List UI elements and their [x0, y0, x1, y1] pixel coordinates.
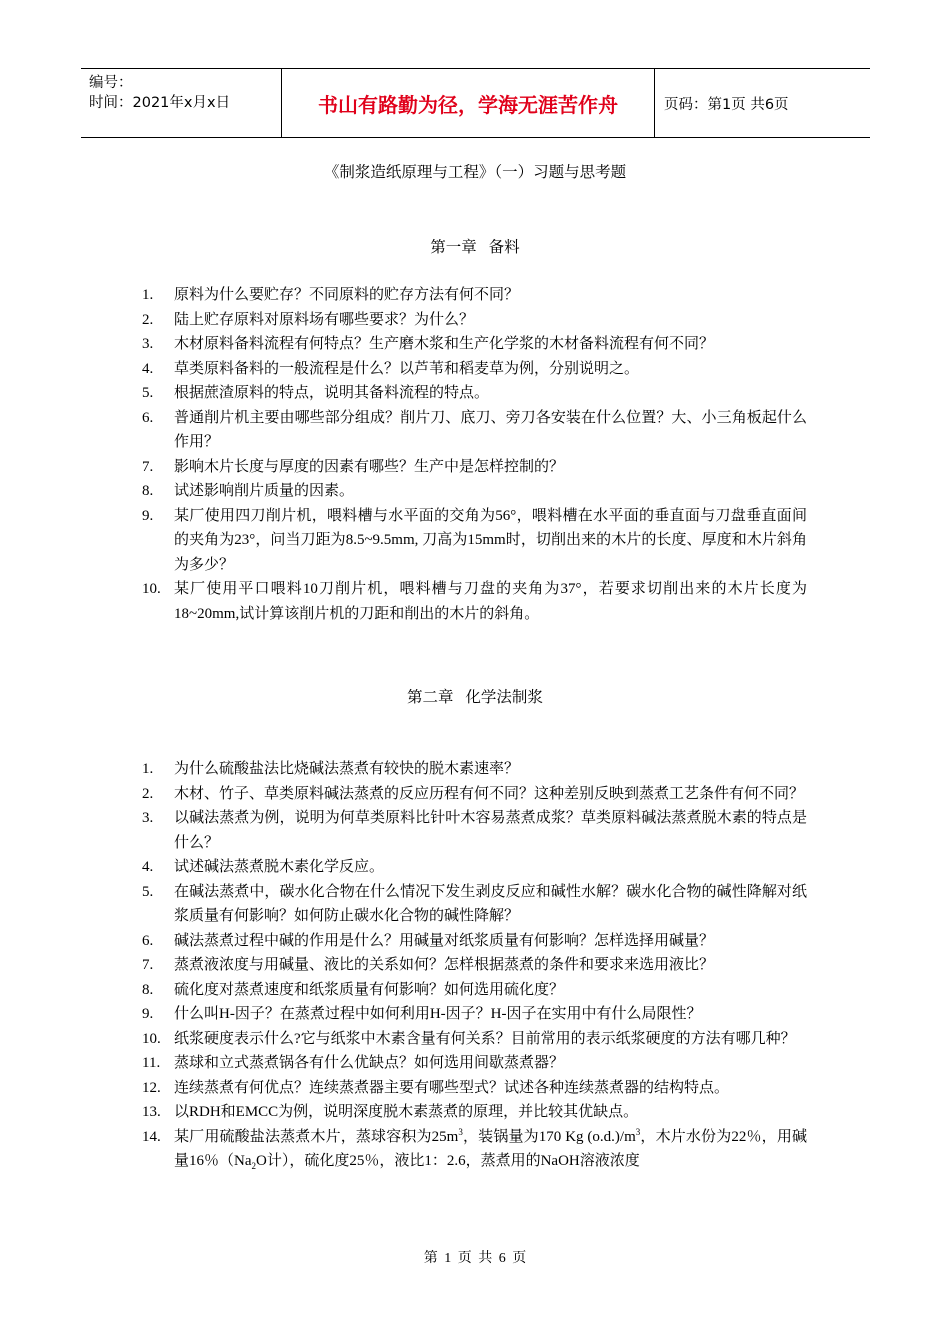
serial-label: 编号： — [89, 75, 133, 91]
question-text: 普通削片机主要由哪些部分组成？削片刀、底刀、旁刀各安装在什么位置？大、小三角板起什么作用？ — [174, 409, 807, 450]
question-text: 试述碱法蒸煮脱木素化学反应。 — [174, 859, 385, 875]
question-text-segment: ，木片水份为22％，用碱量16％（Na — [174, 1128, 807, 1169]
question-number: 6. — [142, 409, 154, 426]
question-number: 2. — [142, 311, 154, 328]
question-text: 在碱法蒸煮中，碳水化合物在什么情况下发生剥皮反应和碱性水解？碳水化合物的碱性降解对纸浆质量有何影响？如何防止碳水化合物的碱性降解？ — [174, 883, 807, 924]
question-text: 连续蒸煮有何优点？连续蒸煮器主要有哪些型式？试述各种连续蒸煮器的结构特点。 — [174, 1079, 730, 1096]
question-number: 14. — [142, 1128, 161, 1145]
question-text: 影响木片长度与厚度的因素有哪些？生产中是怎样控制的？ — [174, 458, 565, 475]
question-item — [142, 308, 807, 333]
question-text: 为什么硫酸盐法比烧碱法蒸煮有较快的脱木素速率？ — [174, 761, 520, 777]
question-number: 10. — [142, 581, 161, 597]
question-number: 11. — [142, 1055, 161, 1071]
question-number: 3. — [142, 810, 154, 826]
question-text: 以RDH和EMCC为例，说明深度脱木素蒸煮的原理，并比较其优缺点。 — [174, 1104, 639, 1120]
question-number: 7. — [142, 957, 154, 973]
question-number: 8. — [142, 483, 154, 499]
document-title: 《制浆造纸原理与工程》（一）习题与思考题 — [323, 164, 627, 181]
question-text: 蒸煮液浓度与用碱量、液比的关系如何？怎样根据蒸煮的条件和要求来选用液比？ — [174, 957, 715, 973]
question-text-segment: ，装锅量为170 Kg (o.d.)/m — [462, 1128, 636, 1145]
header-page-info: 页码：第1页 共6页 — [664, 96, 789, 113]
question-text: 根据蔗渣原料的特点，说明其备料流程的特点。 — [174, 385, 490, 401]
question-number: 1. — [142, 287, 154, 303]
question-item — [142, 880, 807, 929]
question-item — [142, 953, 807, 978]
question-number: 13. — [142, 1104, 161, 1120]
header-motto: 书山有路勤为径，学海无涯苦作舟 — [282, 69, 655, 137]
question-number: 6. — [142, 932, 154, 949]
question-number: 1. — [142, 761, 154, 777]
question-text: 某厂使用平口喂料10刀削片机，喂料槽与刀盘的夹角为37°，若要求切削出来的木片长度为18~20mm,试计算该削片机的刀距和削出的木片的斜角。 — [174, 581, 807, 622]
question-text: 某厂使用四刀削片机，喂料槽与水平面的交角为56°，喂料槽在水平面的垂直面与刀盘垂直面间的夹角为23°，问当刀距为8.5~9.5mm, 刀高为15mm时，切削出来的木片的长度、厚度和木片斜角为多少？ — [174, 507, 807, 573]
question-number: 7. — [142, 458, 154, 475]
date-label: 时间：2021年x月x日 — [89, 95, 231, 111]
chapter-1-title: 第一章 备料 — [430, 239, 520, 256]
superscript: 3 — [458, 1126, 463, 1137]
question-number: 4. — [142, 360, 154, 377]
question-number: 9. — [142, 1006, 154, 1022]
question-item — [142, 381, 807, 406]
superscript: 3 — [635, 1126, 641, 1137]
question-text: 碱法蒸煮过程中碱的作用是什么？用碱量对纸浆质量有何影响？怎样选择用碱量？ — [174, 932, 715, 949]
question-text-segment: O计），硫化度25％，液比1：2.6，蒸煮用的NaOH溶液浓度 — [256, 1153, 640, 1169]
question-item — [142, 1100, 807, 1125]
question-item — [142, 406, 807, 455]
question-item — [142, 1051, 807, 1076]
question-text: 陆上贮存原料对原料场有哪些要求？为什么？ — [174, 311, 475, 328]
question-number: 4. — [142, 859, 154, 875]
question-number: 12. — [142, 1079, 161, 1096]
question-number: 9. — [142, 507, 154, 524]
question-item — [142, 929, 807, 954]
question-text: 纸浆硬度表示什么?它与纸浆中木素含量有何关系？目前常用的表示纸浆硬度的方法有哪几种？ — [174, 1030, 796, 1047]
question-text: 原料为什么要贮存？不同原料的贮存方法有何不同？ — [174, 287, 520, 303]
question-item — [142, 806, 807, 855]
question-number: 2. — [142, 785, 154, 802]
question-text-segment: 某厂用硫酸盐法蒸煮木片，蒸球容积为25m — [174, 1128, 459, 1145]
question-item — [142, 577, 807, 626]
question-item — [142, 782, 807, 807]
chapter-2-question-list — [142, 757, 807, 1174]
question-item — [142, 1076, 807, 1101]
question-number: 5. — [142, 385, 154, 401]
question-text: 试述影响削片质量的因素。 — [174, 483, 355, 499]
question-text: 以碱法蒸煮为例，说明为何草类原料比针叶木容易蒸煮成浆？草类原料碱法蒸煮脱木素的特点是什么？ — [174, 810, 807, 851]
question-item — [142, 283, 807, 308]
subscript: 2 — [251, 1161, 256, 1171]
question-text: 硫化度对蒸煮速度和纸浆质量有何影响？如何选用硫化度？ — [174, 981, 565, 998]
header-meta-cell — [81, 69, 282, 137]
question-text — [174, 1125, 807, 1174]
question-text: 木材、竹子、草类原料碱法蒸煮的反应历程有何不同？这种差别反映到蒸煮工艺条件有何不同？ — [174, 785, 805, 802]
chapter-2-title: 第二章 化学法制浆 — [407, 689, 543, 706]
question-text: 草类原料备料的一般流程是什么？以芦苇和稻麦草为例，分别说明之。 — [174, 360, 640, 377]
question-item — [142, 855, 807, 880]
question-number: 8. — [142, 981, 154, 998]
question-number: 3. — [142, 336, 154, 352]
question-item — [142, 504, 807, 578]
question-text: 蒸球和立式蒸煮锅各有什么优缺点？如何选用间歇蒸煮器？ — [174, 1055, 565, 1071]
page-header — [81, 68, 870, 138]
question-item — [142, 757, 807, 782]
question-number: 10. — [142, 1030, 161, 1047]
question-item — [142, 479, 807, 504]
question-text: 木材原料备料流程有何特点？生产磨木浆和生产化学浆的木材备料流程有何不同？ — [174, 336, 715, 352]
chapter-1-question-list — [142, 283, 807, 626]
question-number: 5. — [142, 883, 154, 900]
question-item — [142, 1027, 807, 1052]
question-item — [142, 1002, 807, 1027]
question-item — [142, 357, 807, 382]
question-item — [142, 978, 807, 1003]
page-footer: 第 1 页 共 6 页 — [423, 1251, 527, 1266]
question-item — [142, 332, 807, 357]
question-item — [142, 455, 807, 480]
question-text: 什么叫H-因子？在蒸煮过程中如何利用H-因子？H-因子在实用中有什么局限性？ — [174, 1006, 702, 1022]
question-item — [142, 1125, 807, 1174]
